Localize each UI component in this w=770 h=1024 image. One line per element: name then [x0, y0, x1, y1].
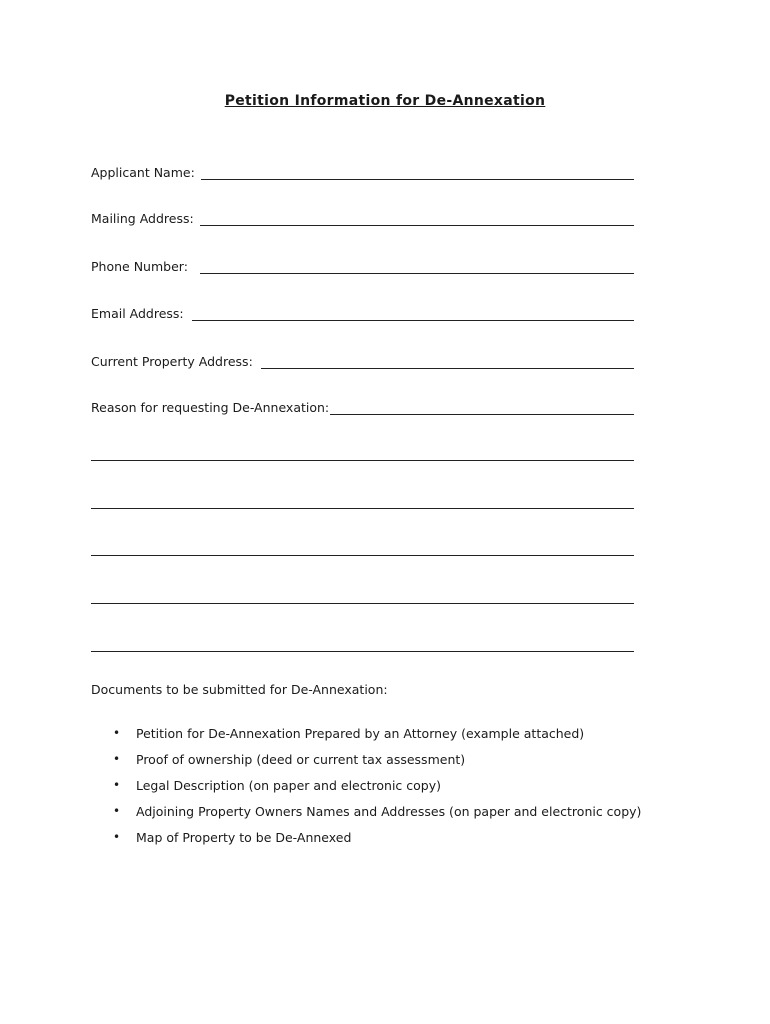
mailing-address-input-line[interactable]: [200, 211, 634, 226]
document-item-text: Petition for De-Annexation Prepared by an Attorney (example attached): [136, 725, 585, 741]
reason-label: Reason for requesting De-Annexation:: [91, 400, 330, 415]
documents-heading: Documents to be submitted for De-Annexation:: [91, 682, 388, 697]
phone-number-label: Phone Number:: [91, 259, 188, 274]
bullet-icon: •: [113, 726, 121, 740]
list-item: [113, 720, 641, 746]
email-address-field[interactable]: [91, 303, 634, 321]
form-title: Petition Information for De-Annexation: [224, 93, 546, 109]
current-property-address-input-line[interactable]: [261, 354, 634, 369]
reason-input-line[interactable]: [330, 400, 634, 415]
list-item: [113, 746, 641, 772]
phone-number-field[interactable]: [91, 256, 634, 274]
bullet-icon: •: [113, 778, 121, 792]
list-item: [113, 824, 641, 850]
document-item-text: Adjoining Property Owners Names and Addresses (on paper and electronic copy): [136, 803, 642, 819]
email-address-label: Email Address:: [91, 306, 184, 321]
bullet-icon: •: [113, 752, 121, 766]
documents-list: [113, 720, 641, 850]
document-item-text: Map of Property to be De-Annexed: [136, 829, 352, 845]
applicant-name-input-line[interactable]: [201, 165, 634, 180]
bullet-icon: •: [113, 830, 121, 844]
document-item-text: Legal Description (on paper and electronic copy): [136, 777, 441, 793]
email-address-input-line[interactable]: [192, 306, 634, 321]
list-item: [113, 798, 641, 824]
reason-continuation-line[interactable]: [91, 651, 634, 652]
applicant-name-field[interactable]: [91, 162, 634, 180]
applicant-name-label: Applicant Name:: [91, 165, 195, 180]
current-property-address-field[interactable]: [91, 351, 634, 369]
reason-continuation-line[interactable]: [91, 555, 634, 556]
reason-field[interactable]: [91, 397, 634, 415]
bullet-icon: •: [113, 804, 121, 818]
reason-continuation-line[interactable]: [91, 603, 634, 604]
reason-continuation-line[interactable]: [91, 460, 634, 461]
current-property-address-label: Current Property Address:: [91, 354, 253, 369]
mailing-address-field[interactable]: [91, 208, 634, 226]
mailing-address-label: Mailing Address:: [91, 211, 194, 226]
phone-number-input-line[interactable]: [200, 259, 634, 274]
list-item: [113, 772, 641, 798]
document-item-text: Proof of ownership (deed or current tax assessment): [136, 751, 466, 767]
reason-continuation-line[interactable]: [91, 508, 634, 509]
